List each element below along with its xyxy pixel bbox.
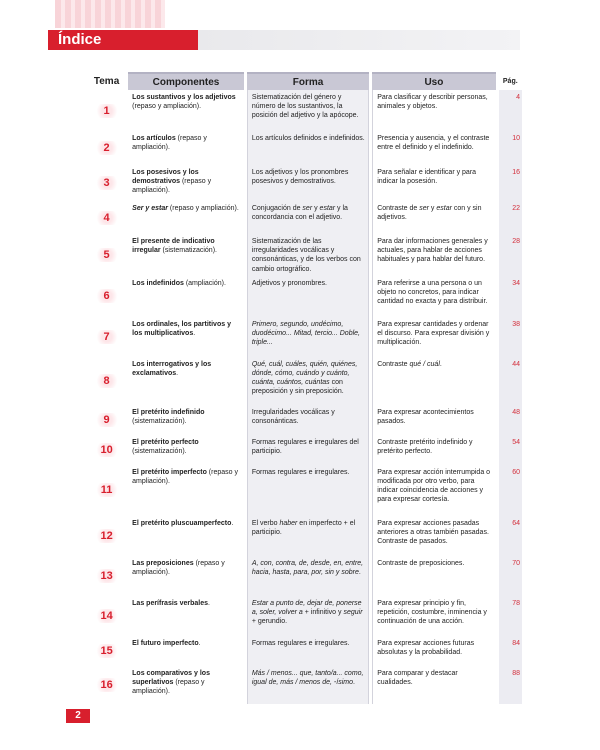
header-bar (48, 30, 520, 50)
table-row (88, 405, 522, 435)
topic-number: 2 (95, 141, 119, 155)
page-ref: 84 (499, 636, 522, 666)
topic-components: Los sustantivos y los adjetivos (repaso y ampliación). (132, 94, 236, 111)
table-row (88, 435, 522, 465)
page-ref: 64 (499, 516, 522, 556)
topic-number: 13 (95, 569, 119, 583)
topic-form: Más / menos... que, tanto/a... como, igual de, más / menos de, -ísimo. (247, 666, 369, 704)
topic-use: Para dar informaciones generales y actuales, para hablar de acciones habituales y para hablar del futuro. (372, 234, 495, 276)
topic-form: Primero, segundo, undécimo, duodécimo... Mitad, tercio... Doble, triple... (247, 317, 369, 357)
table-row (88, 131, 522, 165)
topic-components: Los posesivos y los demostrativos (repaso y ampliación). (132, 169, 212, 195)
page-ref: 38 (499, 317, 522, 357)
topic-number: 10 (95, 443, 119, 457)
topic-components: Los artículos (repaso y ampliación). (132, 135, 207, 152)
column-header-tema: Tema (93, 75, 120, 87)
topic-form: Conjugación de ser y estar y la concordancia con el adjetivo. (247, 201, 369, 234)
topic-use: Contraste de ser y estar con y sin adjetivos. (372, 201, 495, 234)
page-ref: 22 (499, 201, 522, 234)
table-row (88, 317, 522, 357)
topic-components: El presente de indicativo irregular (sistematización). (132, 238, 217, 255)
table-row (88, 465, 522, 516)
topic-number: 4 (95, 211, 119, 225)
topic-use: Para referirse a una persona o un objeto no concretos, para indicar cantidad no exacta y para distribuir. (372, 276, 495, 317)
topic-components: El pretérito imperfecto (repaso y ampliación). (132, 468, 238, 486)
topic-form: Sistematización del género y número de los sustantivos, la posición del adjetivo y la apócope. (247, 90, 369, 131)
page-ref: 44 (499, 357, 522, 405)
table-row (88, 201, 522, 234)
table-row (88, 596, 522, 636)
page-ref: 16 (499, 165, 522, 201)
column-header-forma: Forma (247, 72, 369, 90)
topic-use: Para expresar principio y fin, repetición, costumbre, inminencia y continuación de una acción. (372, 596, 495, 636)
table-row (88, 556, 522, 596)
topic-components: Los comparativos y los superlativos (repaso y ampliación). (132, 669, 210, 696)
topic-form: Estar a punto de, dejar de, ponerse a, soler, volver a + infinitivo y seguir + gerundio. (247, 596, 369, 636)
topic-use: Para expresar acciones pasadas anteriores a otras también pasadas. Contraste de pasados. (372, 516, 495, 556)
topic-number: 12 (95, 529, 119, 543)
topic-form: Los artículos definidos e indefinidos. (247, 131, 369, 165)
topic-number: 3 (95, 176, 119, 190)
column-header-componentes: Componentes (128, 72, 244, 90)
topic-use: Para expresar acción interrumpida o modificada por otro verbo, para indicar coincidencia de acciones y para expresar cortesía. (372, 465, 495, 516)
topic-form: A, con, contra, de, desde, en, entre, hacia, hasta, para, por, sin y sobre. (247, 556, 369, 596)
page-number: 2 (66, 709, 90, 723)
topic-form: Los adjetivos y los pronombres posesivos y demostrativos. (247, 165, 369, 201)
topic-form: Adjetivos y pronombres. (247, 276, 369, 317)
topic-components: Ser y estar (repaso y ampliación). (132, 205, 239, 212)
topic-form: Sistematización de las irregularidades vocálicas y consonánticas, y de los verbos con cambio ortográfico. (247, 234, 369, 276)
topic-number: 1 (95, 104, 119, 118)
topic-number: 15 (95, 644, 119, 658)
topic-form: Formas regulares e irregulares. (247, 465, 369, 516)
table-row (88, 234, 522, 276)
topic-use: Contraste de preposiciones. (372, 556, 495, 596)
topic-number: 6 (95, 289, 119, 303)
page-ref: 4 (499, 90, 522, 131)
topic-number: 16 (95, 678, 119, 692)
table-row (88, 516, 522, 556)
topic-components: Las perífrasis verbales. (132, 599, 210, 607)
topic-use: Contraste pretérito indefinido y pretérito perfecto. (372, 435, 495, 465)
table-header-row (88, 72, 522, 90)
topic-number: 14 (95, 609, 119, 623)
table-row (88, 666, 522, 704)
topic-components: El futuro imperfecto. (132, 639, 201, 647)
topic-form: Qué, cuál, cuáles, quién, quiénes, dónde, cómo, cuándo y cuánto, cuánta, cuántos, cuántas con preposición y sin preposición. (247, 357, 369, 405)
table-row (88, 276, 522, 317)
page-ref: 70 (499, 556, 522, 596)
topic-components: El pretérito pluscuamperfecto. (132, 519, 234, 527)
page-ref: 28 (499, 234, 522, 276)
topic-use: Para señalar e identificar y para indicar la posesión. (372, 165, 495, 201)
top-decoration (55, 0, 165, 28)
topic-components: El pretérito perfecto (sistematización). (132, 438, 199, 456)
page-title: Índice (58, 31, 102, 48)
column-header-uso: Uso (372, 72, 495, 90)
index-table (85, 72, 525, 704)
topic-number: 5 (95, 248, 119, 262)
topic-use: Para clasificar y describir personas, animales y objetos. (372, 90, 495, 131)
topic-components: Los ordinales, los partitivos y los multiplicativos. (132, 320, 231, 338)
page-ref: 78 (499, 596, 522, 636)
topic-number: 8 (95, 374, 119, 388)
topic-components: Las preposiciones (repaso y ampliación). (132, 559, 225, 577)
topic-form: Formas regulares e irregulares. (247, 636, 369, 666)
topic-use: Contraste qué / cuál. (372, 357, 495, 405)
page-ref: 88 (499, 666, 522, 704)
topic-use: Para expresar acciones futuras absolutas y la probabilidad. (372, 636, 495, 666)
table-row (88, 636, 522, 666)
topic-number: 11 (95, 483, 119, 497)
page-ref: 10 (499, 131, 522, 165)
topic-form: Formas regulares e irregulares del participio. (247, 435, 369, 465)
page-ref: 34 (499, 276, 522, 317)
topic-components: El pretérito indefinido (sistematización). (132, 408, 205, 426)
topic-components: Los interrogativos y los exclamativos. (132, 360, 212, 378)
topic-number: 7 (95, 330, 119, 344)
table-row (88, 90, 522, 131)
column-header-pag: Pág. (502, 77, 518, 85)
topic-use: Presencia y ausencia, y el contraste entre el definido y el indefinido. (372, 131, 495, 165)
topic-number: 9 (95, 413, 119, 427)
topic-use: Para comparar y destacar cualidades. (372, 666, 495, 704)
topic-form: Irregularidades vocálicas y consonánticas. (247, 405, 369, 435)
table-row (88, 357, 522, 405)
page-ref: 48 (499, 405, 522, 435)
page-ref: 54 (499, 435, 522, 465)
topic-use: Para expresar cantidades y ordenar el discurso. Para expresar división y multiplicación. (372, 317, 495, 357)
table-row (88, 165, 522, 201)
topic-use: Para expresar acontecimientos pasados. (372, 405, 495, 435)
topic-components: Los indefinidos (ampliación). (132, 279, 226, 287)
page-ref: 60 (499, 465, 522, 516)
topic-form: El verbo haber en imperfecto + el participio. (247, 516, 369, 556)
